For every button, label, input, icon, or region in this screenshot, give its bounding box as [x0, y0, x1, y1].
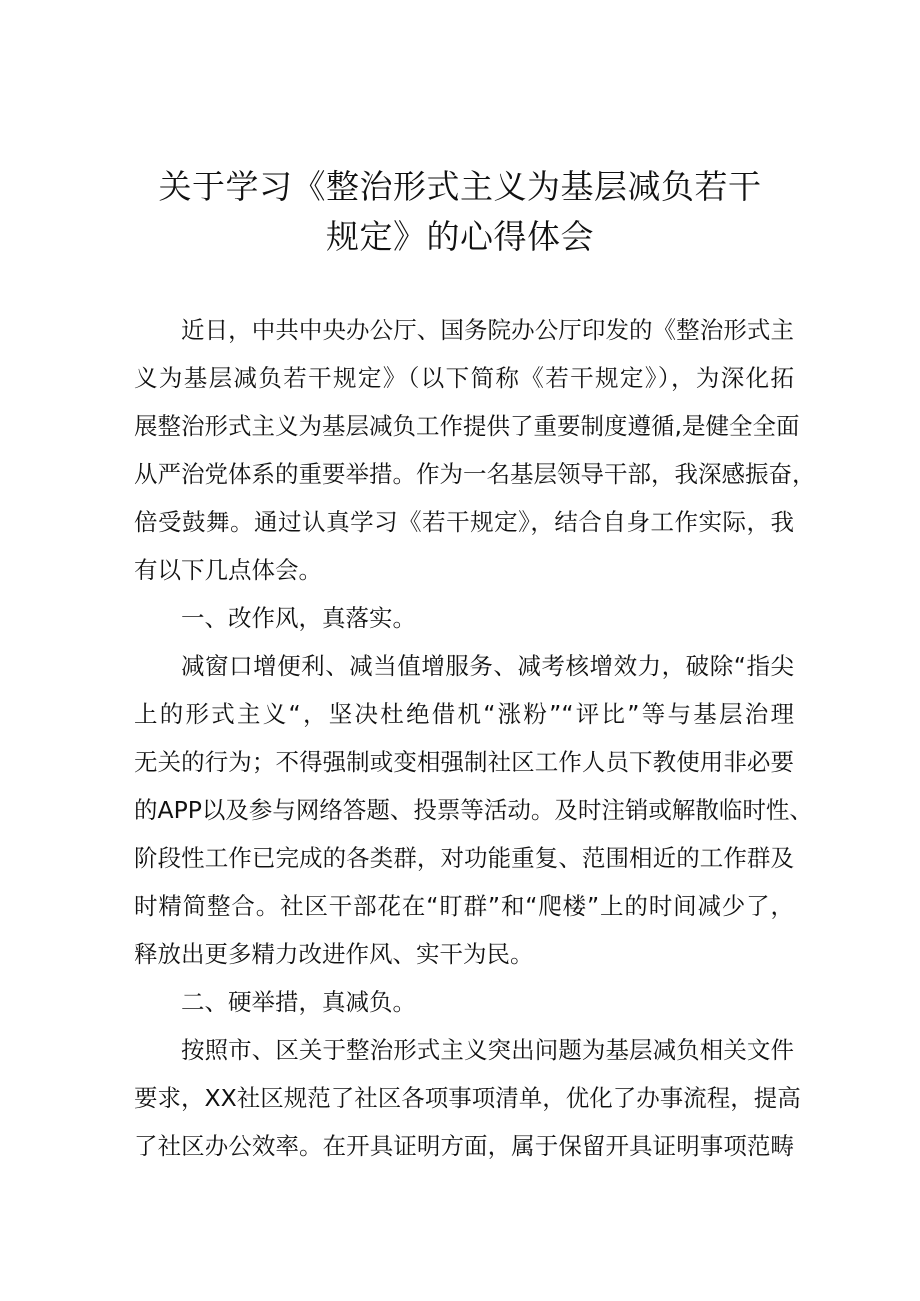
paragraph-line: 减窗口增便利、减当值增服务、减考核增效力，破除“指尖	[181, 652, 794, 680]
section-heading-1: 一、改作风，真落实。	[181, 604, 416, 632]
document-title	[0, 162, 920, 262]
paragraph-line: 无关的行为；不得强制或变相强制社区工作人员下教使用非必要	[134, 748, 794, 776]
paragraph-section-2	[134, 1026, 801, 1170]
paragraph-line: 上的形式主义“，坚决杜绝借机“涨粉”“评比”等与基层治理	[134, 700, 794, 728]
paragraph-line: 义为基层减负若干规定》（以下简称《若干规定》），为深化拓	[134, 364, 794, 392]
paragraph-section-1	[134, 642, 813, 978]
paragraph-line: 倍受鼓舞。通过认真学习《若干规定》，结合自身工作实际，我	[134, 508, 794, 536]
paragraph-line: 从严治党体系的重要举措。作为一名基层领导干部，我深感振奋，	[134, 460, 816, 488]
paragraph-line: 时精简整合。社区干部花在“盯群”和“爬楼”上的时间减少了，	[134, 892, 794, 920]
paragraph-line: 按照市、区关于整治形式主义突出问题为基层减负相关文件	[181, 1036, 794, 1064]
paragraph-line: 了社区办公效率。在开具证明方面，属于保留开具证明事项范畴	[134, 1132, 794, 1160]
paragraph-line: 的APP以及参与网络答题、投票等活动。及时注销或解散临时性、	[134, 796, 813, 824]
paragraph-intro	[134, 306, 816, 594]
paragraph-line: 近日，中共中央办公厅、国务院办公厅印发的《整治形式主	[181, 316, 794, 344]
title-line-1: 关于学习《整治形式主义为基层减负若干	[158, 167, 762, 206]
paragraph-line: 要求，XX社区规范了社区各项事项清单，优化了办事流程，提高	[134, 1084, 801, 1112]
paragraph-line: 展整治形式主义为基层减负工作提供了重要制度遵循,是健全全面	[134, 412, 800, 440]
paragraph-line: 有以下几点体会。	[134, 556, 322, 584]
title-line-2: 规定》的心得体会	[326, 217, 594, 256]
section-heading-2: 二、硬举措，真减负。	[181, 988, 416, 1016]
paragraph-line: 释放出更多精力改进作风、实干为民。	[134, 940, 534, 968]
paragraph-line: 阶段性工作已完成的各类群，对功能重复、范围相近的工作群及	[134, 844, 794, 872]
document-body	[134, 306, 816, 1170]
